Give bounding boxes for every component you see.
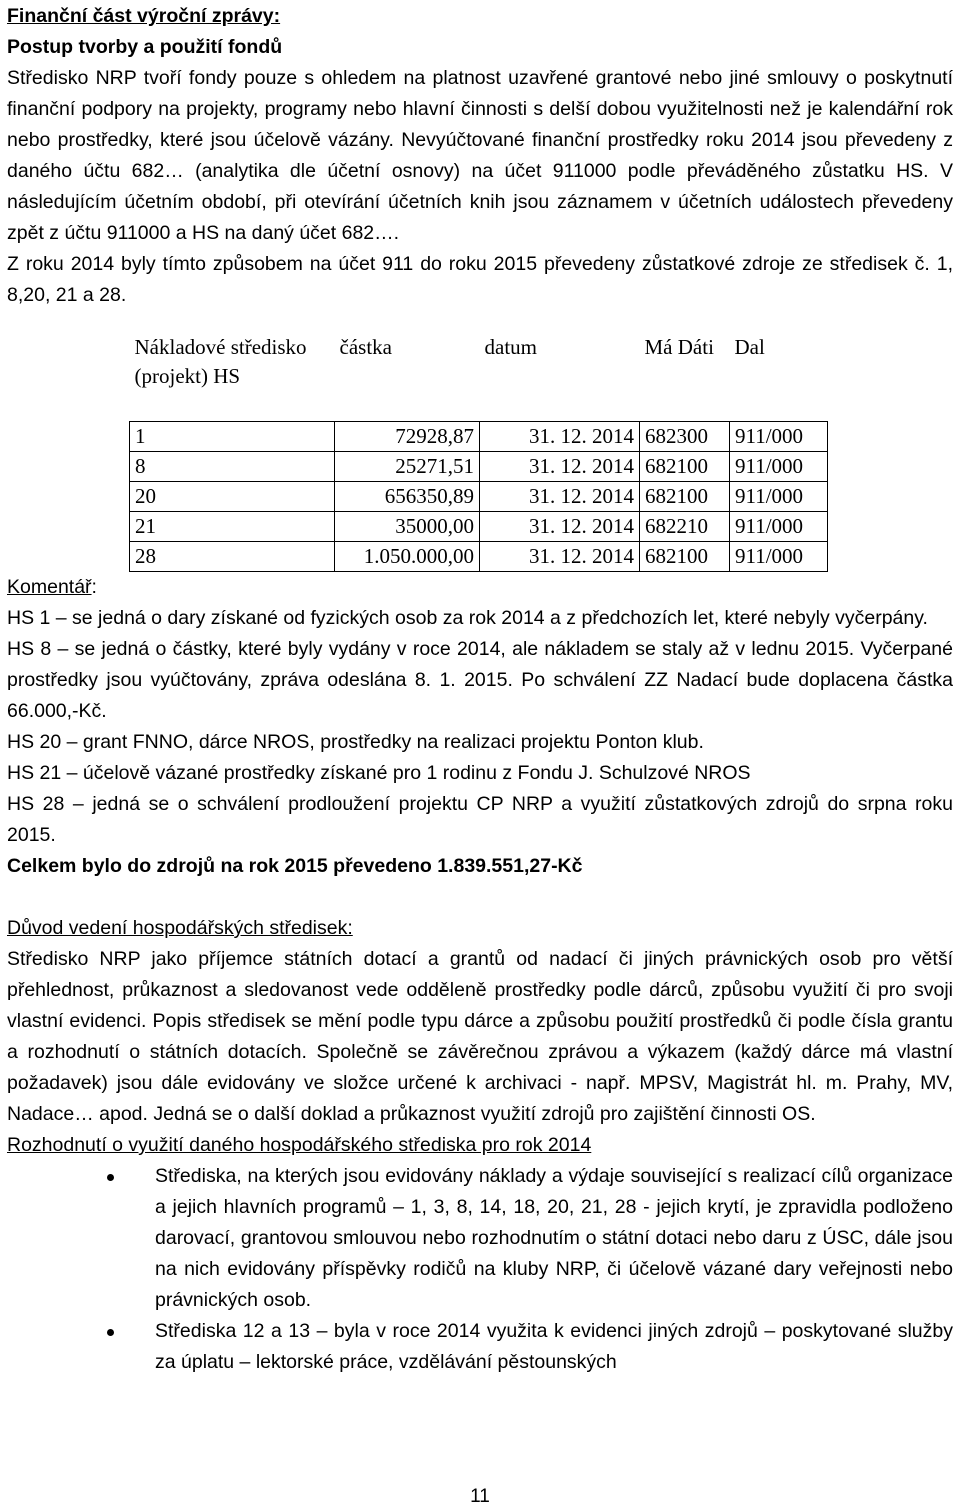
cell-credit: 911/000 [730, 542, 828, 572]
comment-heading [7, 572, 953, 603]
cell-hs: 21 [130, 512, 335, 542]
cell-amount: 656350,89 [335, 482, 480, 512]
cell-amount: 25271,51 [335, 452, 480, 482]
cell-credit: 911/000 [730, 422, 828, 452]
table-row [130, 422, 828, 452]
heading-decision: Rozhodnutí o využití daného hospodářského střediska pro rok 2014 [7, 1134, 592, 1156]
heading-funds: Postup tvorby a použití fondů [7, 36, 283, 58]
table-row [130, 482, 828, 512]
bullet-icon [107, 1329, 114, 1336]
cell-hs: 28 [130, 542, 335, 572]
table-row [130, 452, 828, 482]
table-row [130, 512, 828, 542]
heading-reason: Důvod vedení hospodářských středisek: [7, 917, 353, 939]
comment-label: Komentář [7, 576, 92, 598]
hs-table-container [129, 333, 953, 572]
cell-credit: 911/000 [730, 452, 828, 482]
header-amount: částka [339, 335, 392, 359]
cell-amount: 72928,87 [335, 422, 480, 452]
cell-hs: 8 [130, 452, 335, 482]
table-row [130, 542, 828, 572]
comment-hs-28: HS 28 – jedná se o schválení prodloužení projektu CP NRP a využití zůstatkových zdrojů do srpna roku 2015. [7, 793, 953, 846]
cell-date: 31. 12. 2014 [480, 482, 640, 512]
bullet-icon [107, 1174, 114, 1181]
cell-debit: 682100 [640, 482, 730, 512]
cell-amount: 35000,00 [335, 512, 480, 542]
cell-amount: 1.050.000,00 [335, 542, 480, 572]
total-transferred: Celkem bylo do zdrojů na rok 2015 převedeno 1.839.551,27-Kč [7, 855, 583, 877]
cell-debit: 682100 [640, 542, 730, 572]
cell-hs: 1 [130, 422, 335, 452]
page-number: 11 [470, 1486, 490, 1507]
header-debit: Má Dáti [644, 335, 714, 359]
list-item-text: Střediska, na kterých jsou evidovány náklady a výdaje související s realizací cílů organizace a jejich hlavních programů – 1, 3, 8, 14, 18, 20, 21, 28 - jejich krytí, je zpravidla podloženo darovací, grantovou smlouvou nebo rozhodnutím o státní dotaci nebo daru z ÚSC, dále jsou na nich evidovány příspěvky rodičů na kluby NRP, či účelově vázané dary veřejnosti nebo právnických osob. [155, 1165, 953, 1311]
decision-list [7, 1161, 953, 1378]
table-header-row [130, 333, 828, 422]
header-cost-center: Nákladové středisko (projekt) HS [134, 335, 307, 388]
cell-date: 31. 12. 2014 [480, 452, 640, 482]
cell-date: 31. 12. 2014 [480, 512, 640, 542]
cell-credit: 911/000 [730, 512, 828, 542]
cell-date: 31. 12. 2014 [480, 422, 640, 452]
cell-debit: 682100 [640, 452, 730, 482]
comment-hs-20: HS 20 – grant FNNO, dárce NROS, prostředky na realizaci projektu Ponton klub. [7, 731, 704, 753]
list-item-text: Střediska 12 a 13 – byla v roce 2014 využita k evidenci jiných zdrojů – poskytované služby za úplatu – lektorské práce, vzdělávání pěstounských [155, 1320, 953, 1373]
comment-hs-1: HS 1 – se jedná o dary získané od fyzických osob za rok 2014 a z předchozích let, které nebyly vyčerpány. [7, 607, 928, 629]
heading-finance: Finanční část výroční zprávy: [7, 5, 281, 27]
cell-debit: 682300 [640, 422, 730, 452]
paragraph-reason: Středisko NRP jako příjemce státních dotací a grantů od nadací či jiných právnických osob pro větší přehlednost, průkaznost a sledovanost vede odděleně prostředky podle dárců, způsobu využití či pro svoji vlastní evidenci. Popis středisek se mění podle typu dárce a způsobu použití prostředků či podle čísla grantu a rozhodnutí o státních dotacích. Společně se závěrečnou zprávou a výkazem (každý dárce má vlastní požadavek) jsou dále evidovány ve složce určené k archivaci - např. MPSV, Magistrát hl. m. Prahy, MV, Nadace… apod. Jedná se o další doklad a průkaznost využití zdrojů pro zajištění činnosti OS. [7, 948, 953, 1125]
header-credit: Dal [734, 335, 765, 359]
cell-date: 31. 12. 2014 [480, 542, 640, 572]
list-item [107, 1316, 953, 1378]
header-date: datum [484, 335, 537, 359]
paragraph-funds: Středisko NRP tvoří fondy pouze s ohledem na platnost uzavřené grantové nebo jiné smlouvy o poskytnutí finanční podpory na projekty, programy nebo hlavní činnosti s delší dobou využitelnosti než je kalendářní rok nebo prostředky, které jsou účelově vázány. Nevyúčtované finanční prostředky roku 2014 jsou převedeny z daného účtu 682… (analytika dle účetní osnovy) na účet 911000 podle převáděného zůstatku HS. V následujícím účetním období, při otevírání účetních knih jsou záznamem v účetních událostech převedeny zpět z účtu 911000 a HS na daný účet 682…. [7, 67, 953, 244]
hs-transfer-table [129, 333, 828, 572]
comment-hs-8: HS 8 – se jedná o částky, které byly vydány v roce 2014, ale nákladem se staly až v lednu 2015. Vyčerpané prostředky jsou vyúčtovány, zpráva odeslána 8. 1. 2015. Po schválení ZZ Nadací bude doplacena částka 66.000,-Kč. [7, 638, 953, 722]
cell-debit: 682210 [640, 512, 730, 542]
cell-hs: 20 [130, 482, 335, 512]
comment-colon: : [91, 576, 97, 598]
comment-hs-21: HS 21 – účelově vázané prostředky získané pro 1 rodinu z Fondu J. Schulzové NROS [7, 762, 751, 784]
paragraph-funds-summary: Z roku 2014 byly tímto způsobem na účet 911 do roku 2015 převedeny zůstatkové zdroje ze středisek č. 1, 8,20, 21 a 28. [7, 253, 953, 306]
list-item [107, 1161, 953, 1316]
cell-credit: 911/000 [730, 482, 828, 512]
spacer [7, 882, 953, 913]
